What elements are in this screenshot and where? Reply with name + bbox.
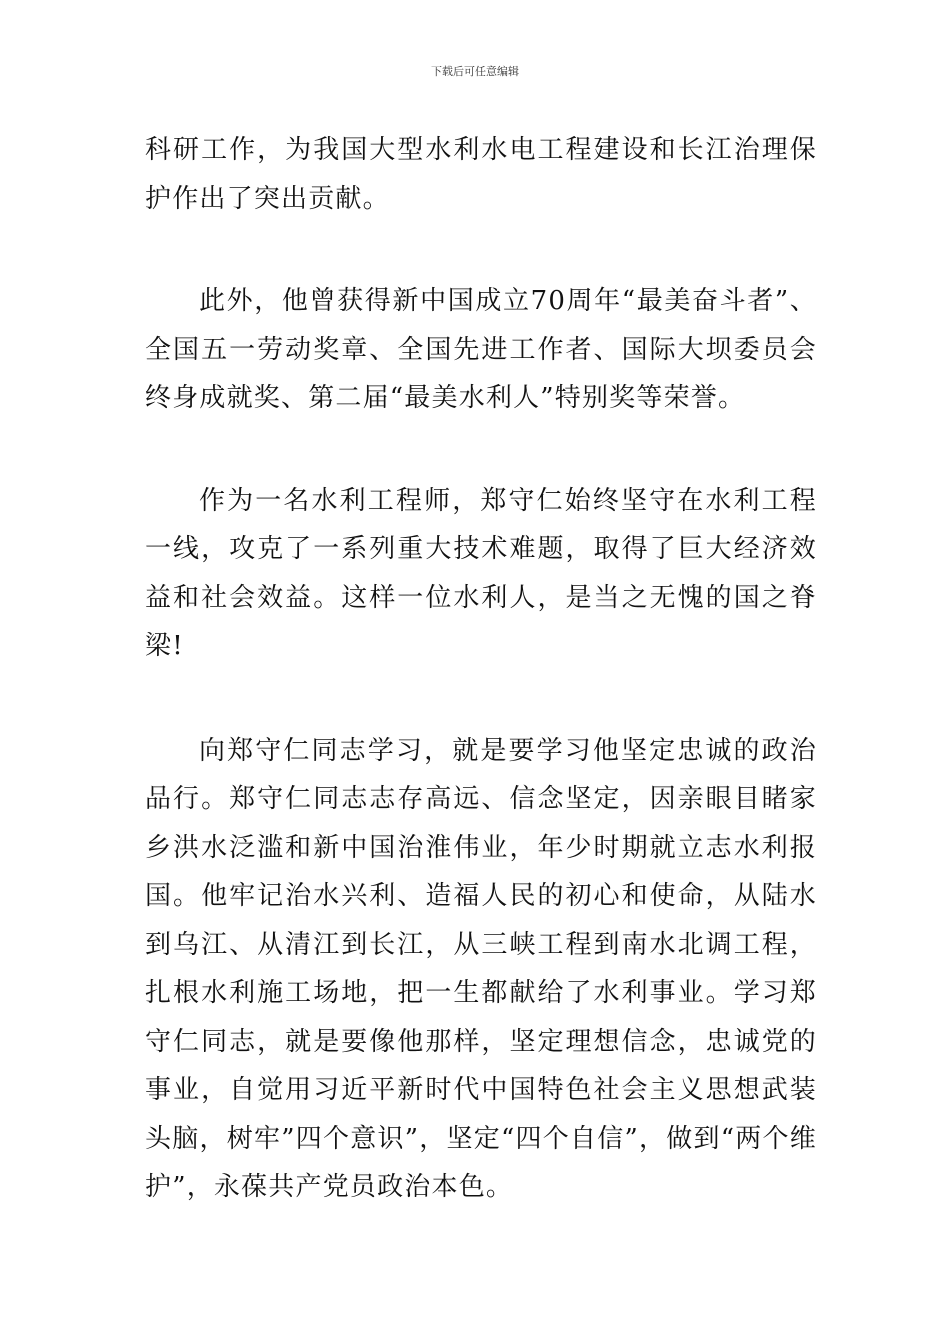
- paragraph-3: 作为一名水利工程师，郑守仁始终坚守在水利工程一线，攻克了一系列重大技术难题，取得了巨大经济效益和社会效益。这样一位水利人，是当之无愧的国之脊梁!: [145, 485, 817, 661]
- page-header: 下载后可任意编辑: [431, 65, 519, 78]
- paragraph-2: 此外，他曾获得新中国成立70周年“最美奋斗者”、全国五一劳动奖章、全国先进工作者、国际大坝委员会终身成就奖、第二届“最美水利人”特别奖等荣誉。: [145, 286, 817, 413]
- paragraph-4: 向郑守仁同志学习，就是要学习他坚定忠诚的政治品行。郑守仁同志志存高远、信念坚定，因亲眼目睹家乡洪水泛滥和新中国治淮伟业，年少时期就立志水利报国。他牢记治水兴利、造福人民的初心和使命，从陆水到乌江、从清江到长江，从三峡工程到南水北调工程，扎根水利施工场地，把一生都献给了水利事业。学习郑守仁同志，就是要像他那样，坚定理想信念，忠诚党的事业，自觉用习近平新时代中国特色社会主义思想武装头脑，树牢”四个意识”，坚定“四个自信”，做到“两个维护”，永葆共产党员政治本色。: [145, 735, 817, 1202]
- document-body: [145, 126, 817, 1212]
- paragraph-1: 科研工作，为我国大型水利水电工程建设和长江治理保护作出了突出贡献。: [145, 135, 817, 214]
